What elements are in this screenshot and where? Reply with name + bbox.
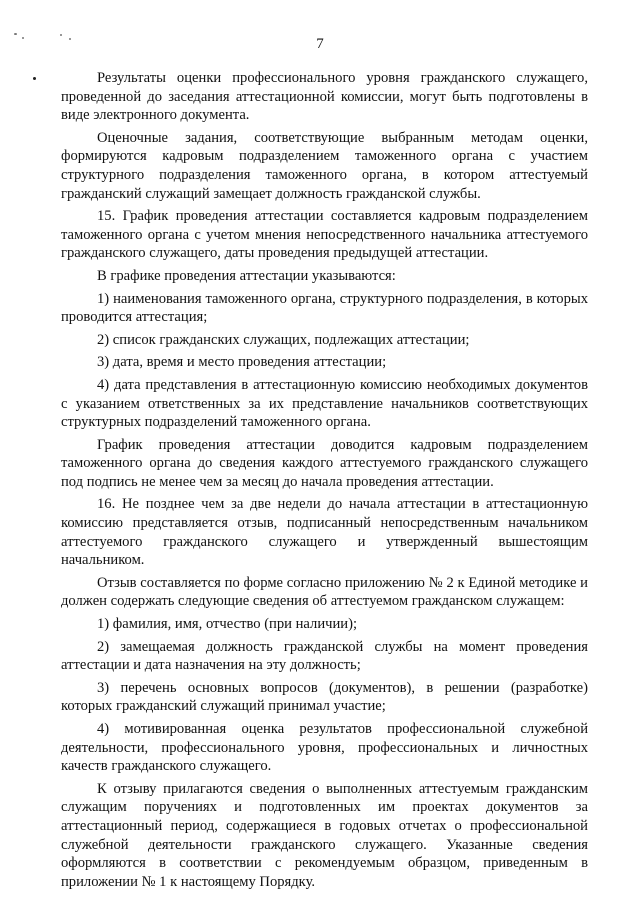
page-number: 7 (316, 36, 324, 52)
list-item-schedule-2: 2) список гражданских служащих, подлежащих аттестации; (97, 331, 470, 348)
paragraph-section-15: 15. График проведения аттестации составляется кадровым подразделением таможенного органа с учетом мнения непосредственного начальника аттестуемого гражданского служащего, даты проведения предыдущей аттестации. (61, 208, 588, 262)
list-item-review-3: 3) перечень основных вопросов (документов), в решении (разработке) которых гражданский служащий принимал участие; (61, 679, 588, 715)
list-item-review-1: 1) фамилия, имя, отчество (при наличии); (97, 616, 358, 633)
paragraph-schedule-notice: График проведения аттестации доводится кадровым подразделением таможенного органа до сведения каждого аттестуемого гражданского служащего под подпись не менее чем за месяц до начала проведения аттестации. (61, 436, 588, 490)
paragraph-schedule-intro: В графике проведения аттестации указываются: (97, 267, 396, 284)
list-item-schedule-4: 4) дата представления в аттестационную комиссию необходимых документов с указанием ответственных за их представление начальников соответствующих структурных подразделений таможенного органа. (61, 376, 588, 431)
document-body (61, 69, 588, 891)
paragraph-evaluation-tasks: Оценочные задания, соответствующие выбранным методам оценки, формируются кадровым подразделением таможенного органа с участием структурного подразделения таможенного органа, в котором аттестуемый гражданский служащий замещает должность гражданской службы. (61, 129, 588, 202)
list-item-schedule-3: 3) дата, время и место проведения аттестации; (97, 354, 387, 371)
paragraph-section-16: 16. Не позднее чем за две недели до начала аттестации в аттестационную комиссию представляется отзыв, подписанный непосредственным начальником аттестуемого гражданского служащего и утвержденный вышестоящим начальником. (61, 496, 588, 569)
paragraph-review-form: Отзыв составляется по форме согласно приложению № 2 к Единой методике и должен содержать следующие сведения об аттестуемом гражданском служащем: (61, 574, 588, 610)
scan-speck (14, 33, 17, 35)
paragraph-review-attachments: К отзыву прилагаются сведения о выполненных аттестуемым гражданским служащим поручениях и подготовленных им проектах документов за аттестационный период, содержащиеся в годовых отчетах о профессиональной служебной деятельности гражданского служащего. Указанные сведения оформляются в соответствии с рекомендуемым образцом, приведенным в приложении № 1 к настоящему Порядку. (61, 780, 588, 890)
list-item-schedule-1: 1) наименования таможенного органа, структурного подразделения, в которых проводится аттестация; (61, 290, 588, 326)
list-item-review-2: 2) замещаемая должность гражданской службы на момент проведения аттестации и дата назначения на эту должность; (61, 638, 588, 674)
paragraph-assessment-results: Результаты оценки профессионального уровня гражданского служащего, проведенной до заседания аттестационной комиссии, могут быть подготовлены в виде электронного документа. (61, 70, 588, 124)
list-item-review-4: 4) мотивированная оценка результатов профессиональной служебной деятельности, профессионального уровня, профессиональных и личностных качеств гражданского служащего. (61, 721, 588, 775)
scan-speck (33, 77, 36, 80)
